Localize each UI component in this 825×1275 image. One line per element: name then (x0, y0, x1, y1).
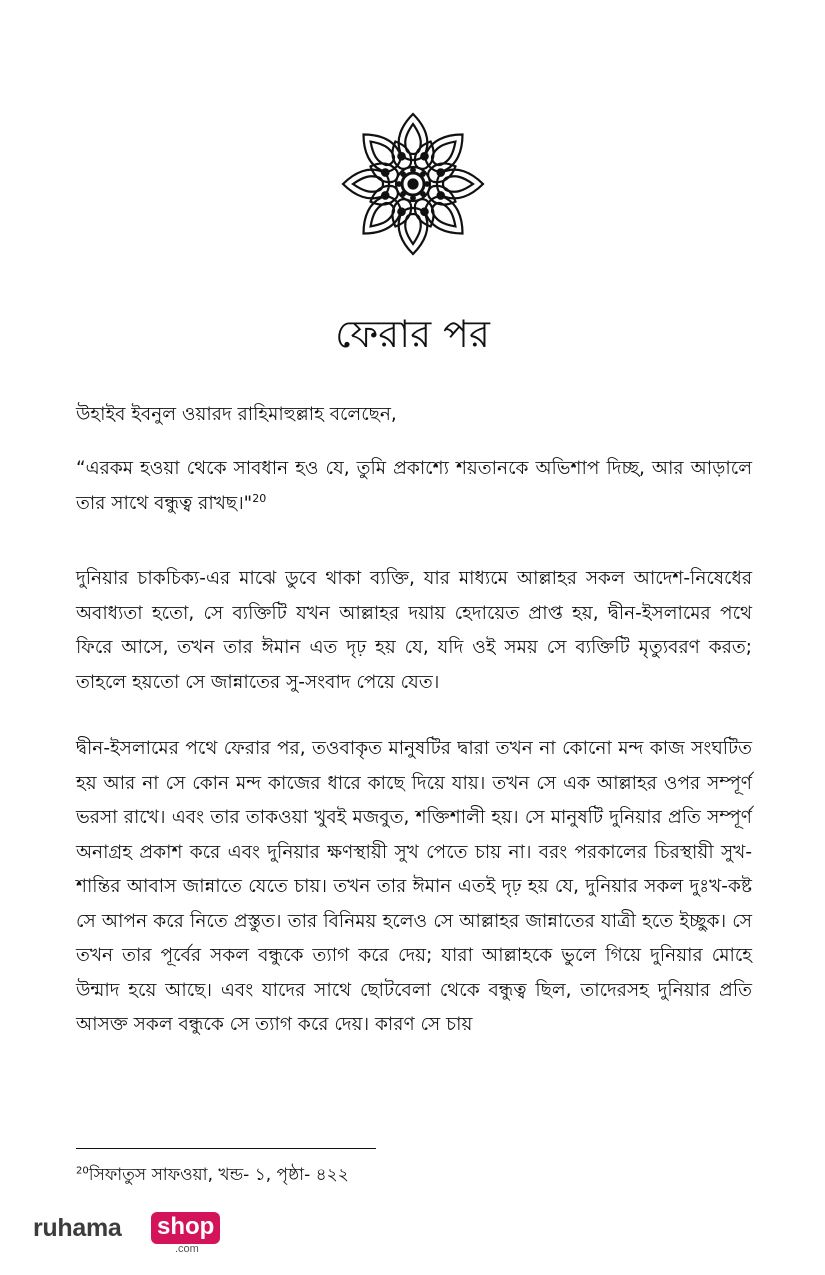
footnote-text: সিফাতুস সাফওয়া, খন্ড- ১, পৃষ্ঠা- ৪২২ (88, 1165, 349, 1185)
intro-line: উহাইব ইবনুল ওয়ারদ রাহিমাহুল্লাহ বলেছেন, (76, 404, 397, 425)
footnote (76, 1162, 349, 1188)
logo-domain: .com (175, 1243, 199, 1255)
footnote-number: 20 (76, 1165, 89, 1177)
logo-badge: shop (151, 1212, 220, 1244)
footnote-reference: 20 (252, 491, 267, 505)
chapter-title: ফেরার পর (335, 312, 490, 356)
body-paragraph-1: দুনিয়ার চাকচিক্য-এর মাঝে ডুবে থাকা ব্যক্তি, যার মাধ্যমে আল্লাহর সকল আদেশ-নিষেধের অবাধ্যতা হতো, সে ব্যক্তিটি যখন আল্লাহর দয়ায় হেদায়েত প্রাপ্ত হয়, দ্বীন-ইসলামের পথে ফিরে আসে, তখন তার ঈমান এত দৃঢ় হয় যে, যদি ওই সময় সে ব্যক্তিটি মৃত্যুবরণ করত; তাহলে হয়তো সে জান্নাতের সু-সংবাদ পেয়ে যেত। (76, 568, 752, 693)
body-paragraph-2: দ্বীন-ইসলামের পথে ফেরার পর, তওবাকৃত মানুষটির দ্বারা তখন না কোনো মন্দ কাজ সংঘটিত হয় আর না সে কোন মন্দ কাজের ধারে কাছে দিয়ে যায়। তখন সে এক আল্লাহর ওপর সম্পূর্ণ ভরসা রাখে। এবং তার তাকওয়া খুবই মজবুত, শক্তিশালী হয়। সে মানুষটি দুনিয়ার প্রতি সম্পূর্ণ অনাগ্রহ প্রকাশ করে এবং দুনিয়ার ক্ষণস্থায়ী সুখ পেতে চায় না। বরং পরকালের চিরস্থায়ী সুখ-শান্তির আবাস জান্নাতে যেতে চায়। তখন তার ঈমান এতই দৃঢ় হয় যে, দুনিয়ার সকল দুঃখ-কষ্ট সে আপন করে নিতে প্রস্তুত। তার বিনিময় হলেও সে আল্লাহর জান্নাতের যাত্রী হতে ইচ্ছুক। সে তখন তার পূর্বের সকল বন্ধুকে ত্যাগ করে দেয়; যারা আল্লাহকে ভুলে গিয়ে দুনিয়ার মোহে উন্মাদ হয়ে আছে। এবং যাদের সাথে ছোটবেলা থেকে বন্ধুত্ব ছিল, তাদেরসহ দুনিয়ার প্রতি আসক্ত সকল বন্ধুকে সে ত্যাগ করে দেয়। কারণ সে চায় (76, 738, 752, 1035)
footnote-divider (76, 1148, 376, 1149)
quote-text: “এরকম হওয়া থেকে সাবধান হও যে, তুমি প্রকাশ্যে শয়তানকে অভিশাপ দিচ্ছ, আর আড়ালে তার সাথে বন্ধুত্ব রাখছ।" (76, 458, 752, 514)
quote-paragraph (76, 452, 752, 521)
logo-name: ruhama (33, 1214, 122, 1242)
mandala-ornament-icon (341, 112, 485, 256)
